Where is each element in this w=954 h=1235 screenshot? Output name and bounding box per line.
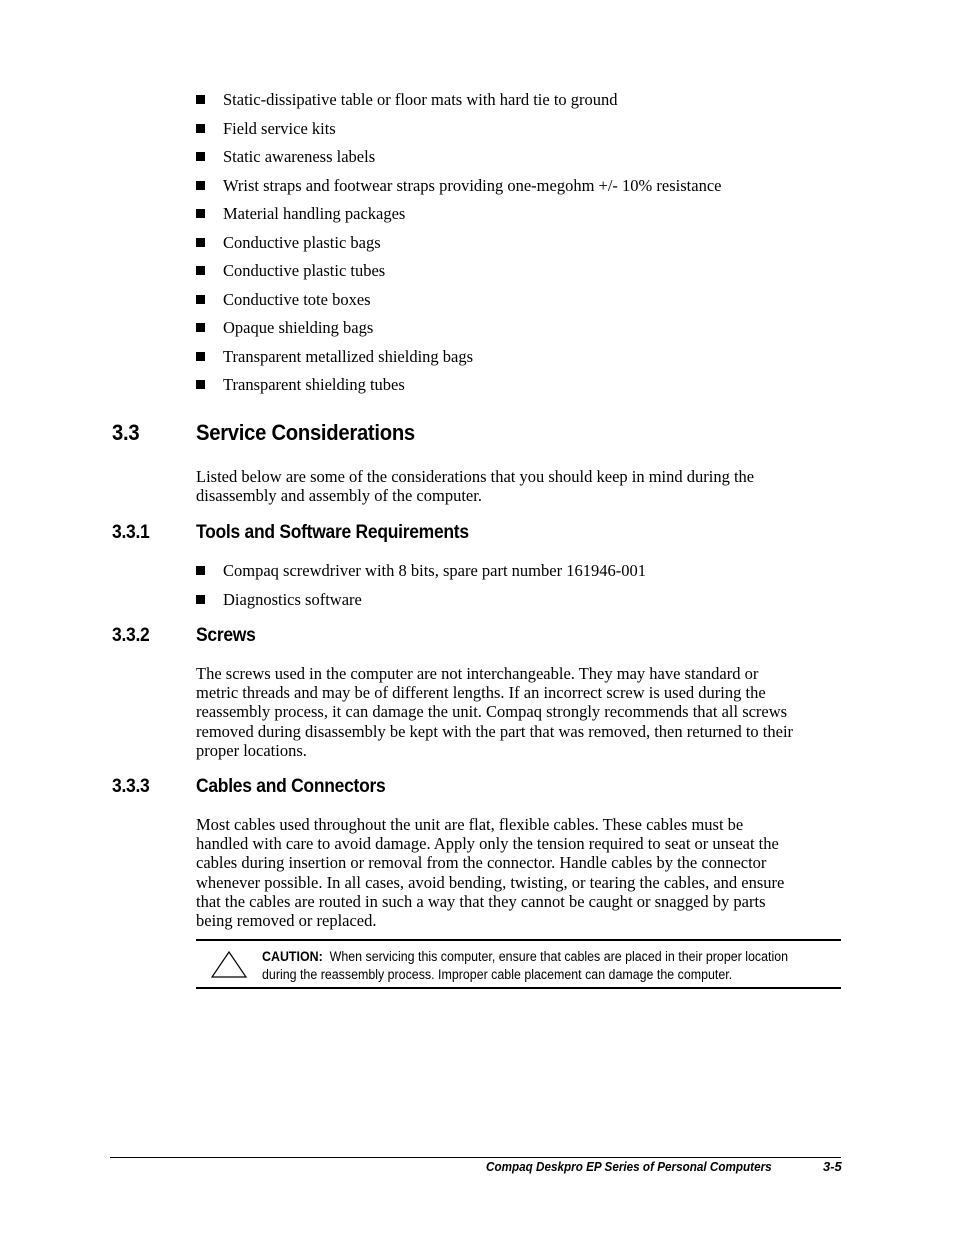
- paragraph-line: proper locations.: [196, 740, 307, 760]
- bullet-square-icon: [196, 352, 205, 361]
- paragraph-line: Most cables used throughout the unit are flat, flexible cables. These cables must be: [196, 815, 744, 834]
- list-item: Conductive plastic bags: [196, 233, 721, 252]
- footer-divider: [110, 1157, 841, 1158]
- paragraph-line: removed during disassembly be kept with the part that was removed, then returned to their: [196, 721, 794, 741]
- list-item: Opaque shielding bags: [196, 318, 721, 337]
- bullet-square-icon: [196, 566, 205, 575]
- bullet-square-icon: [196, 295, 205, 304]
- list-item: Wrist straps and footwear straps providing one-megohm +/- 10% resistance: [196, 176, 721, 195]
- caution-text: [262, 948, 788, 984]
- bullet-square-icon: [196, 323, 205, 332]
- caution-label: CAUTION:: [262, 949, 323, 964]
- list-item: Transparent shielding tubes: [196, 375, 721, 394]
- list-item: Diagnostics software: [196, 590, 646, 609]
- caution-line-2: during the reassembly process. Improper cable placement can damage the computer.: [262, 967, 733, 982]
- list-item: Conductive tote boxes: [196, 290, 721, 309]
- section-number-3-3-3: 3.3.3: [112, 776, 150, 797]
- paragraph-line: whenever possible. In all cases, avoid bending, twisting, or tearing the cables, and ensure: [196, 872, 785, 892]
- caution-line-1: CAUTION: When servicing this computer, ensure that cables are placed in their proper location: [262, 949, 789, 964]
- list-item: Conductive plastic tubes: [196, 261, 721, 280]
- section-title-3-3: Service Considerations: [196, 420, 415, 445]
- section-title-3-3-3: Cables and Connectors: [196, 776, 386, 797]
- paragraph-line: cables during insertion or removal from the connector. Handle cables by the connector: [196, 853, 767, 873]
- paragraph-line: The screws used in the computer are not interchangeable. They may have standard or: [196, 664, 759, 683]
- section-3-3-intro: [196, 467, 826, 505]
- paragraph-line: being removed or replaced.: [196, 911, 377, 931]
- paragraph-line: Listed below are some of the considerations that you should keep in mind during the: [196, 467, 755, 486]
- esd-materials-list: [196, 90, 721, 394]
- section-number-3-3-1: 3.3.1: [112, 522, 150, 543]
- bullet-square-icon: [196, 380, 205, 389]
- bullet-square-icon: [196, 209, 205, 218]
- bullet-square-icon: [196, 124, 205, 133]
- bullet-square-icon: [196, 95, 205, 104]
- page-number: 3-5: [823, 1159, 842, 1174]
- paragraph-line: handled with care to avoid damage. Apply only the tension required to seat or unseat the: [196, 834, 779, 854]
- list-item: Field service kits: [196, 119, 721, 138]
- bullet-square-icon: [196, 152, 205, 161]
- bullet-square-icon: [196, 266, 205, 275]
- cables-paragraph: [196, 815, 826, 930]
- bullet-square-icon: [196, 238, 205, 247]
- footer-title: Compaq Deskpro EP Series of Personal Computers: [486, 1159, 772, 1174]
- caution-box: [196, 939, 841, 989]
- section-number-3-3: 3.3: [112, 420, 140, 445]
- section-title-3-3-1: Tools and Software Requirements: [196, 522, 469, 543]
- tools-list: [196, 561, 646, 609]
- section-number-3-3-2: 3.3.2: [112, 625, 150, 646]
- bullet-square-icon: [196, 181, 205, 190]
- list-item: Material handling packages: [196, 204, 721, 223]
- list-item: Static-dissipative table or floor mats with hard tie to ground: [196, 90, 721, 109]
- paragraph-line: that the cables are routed in such a way that they cannot be caught or snagged by parts: [196, 891, 766, 911]
- bullet-square-icon: [196, 595, 205, 604]
- paragraph-line: disassembly and assembly of the computer.: [196, 486, 482, 506]
- paragraph-line: metric threads and may be of different lengths. If an incorrect screw is used during the: [196, 683, 766, 703]
- section-title-3-3-2: Screws: [196, 625, 256, 646]
- paragraph-line: reassembly process, it can damage the unit. Compaq strongly recommends that all screws: [196, 702, 788, 722]
- list-item: Compaq screwdriver with 8 bits, spare part number 161946-001: [196, 561, 646, 580]
- list-item: Transparent metallized shielding bags: [196, 347, 721, 366]
- list-item: Static awareness labels: [196, 147, 721, 166]
- caution-triangle-icon: [210, 950, 248, 980]
- screws-paragraph: [196, 664, 826, 760]
